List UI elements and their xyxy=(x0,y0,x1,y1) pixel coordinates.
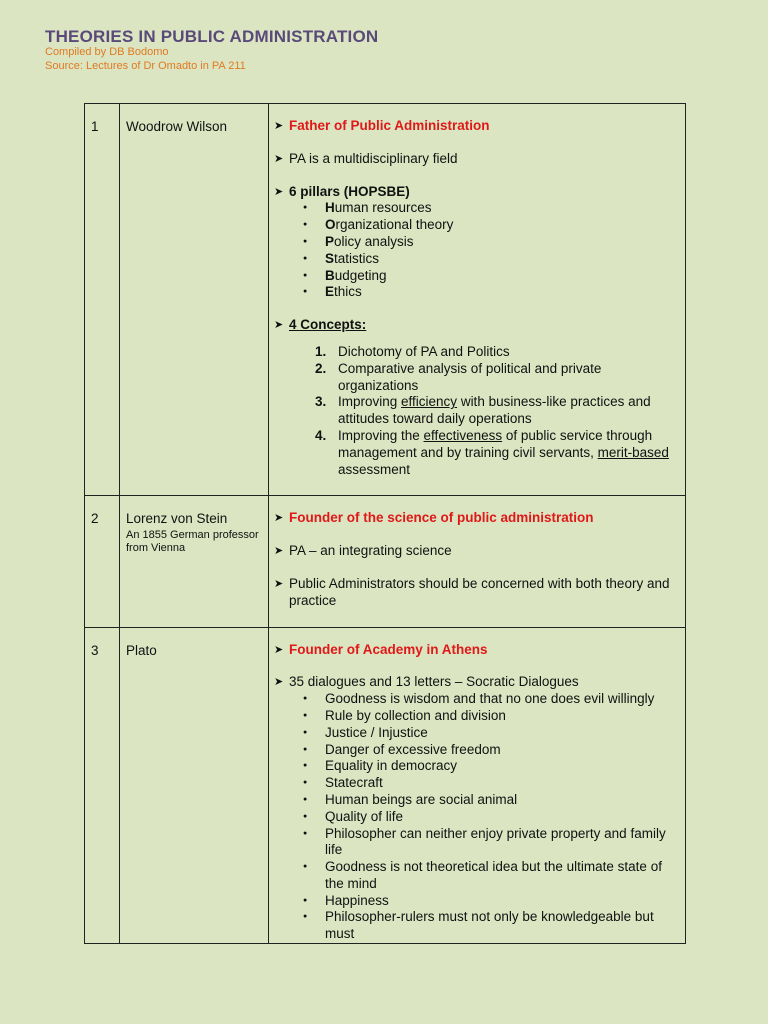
row-number: 2 xyxy=(85,496,120,627)
arrow-point xyxy=(274,118,677,135)
arrow-icon: ➤ xyxy=(274,152,284,165)
point-text: Public Administrators should be concerned with both theory and practice xyxy=(289,575,670,608)
arrow-point xyxy=(274,317,677,334)
list-item: ● Happiness xyxy=(325,893,677,910)
list-item: ● Justice / Injustice xyxy=(325,725,677,742)
theory-heading: Founder of the science of public administration xyxy=(289,510,594,526)
arrow-icon: ➤ xyxy=(274,643,284,656)
arrow-point xyxy=(274,642,677,659)
row-number: 3 xyxy=(85,627,120,944)
arrow-point xyxy=(274,674,677,691)
list-item: ● Statistics xyxy=(325,251,677,268)
arrow-icon: ➤ xyxy=(274,319,284,332)
list-item: ● Organizational theory xyxy=(325,217,677,234)
arrow-point xyxy=(274,543,677,560)
row-number: 1 xyxy=(85,104,120,496)
list-item: 3. Improving efficiency with business-like practices and attitudes toward daily operations xyxy=(315,394,651,427)
theorist-cell xyxy=(120,496,269,627)
theories-table xyxy=(84,103,686,944)
theorist-name: Plato xyxy=(120,627,269,944)
list-item: ● Philosopher can neither enjoy private property and family life xyxy=(325,826,677,860)
arrow-icon: ➤ xyxy=(274,512,284,525)
list-item: ● Statecraft xyxy=(325,775,677,792)
plato-ideas-list xyxy=(274,691,677,943)
theory-content xyxy=(269,496,686,627)
list-item: 2. Comparative analysis of political and private organizations xyxy=(315,360,602,393)
list-item: 1. Dichotomy of PA and Politics xyxy=(315,343,510,359)
arrow-point xyxy=(274,151,677,168)
pillars-title: 6 pillars (HOPSBE) xyxy=(289,183,410,199)
arrow-icon: ➤ xyxy=(274,120,284,132)
arrow-point xyxy=(274,510,677,527)
list-item: ● Human beings are social animal xyxy=(325,792,677,809)
list-item: ● Policy analysis xyxy=(325,234,677,251)
list-item: ● Goodness is wisdom and that no one does evil willingly xyxy=(325,691,677,708)
list-item: ● Goodness is not theoretical idea but the ultimate state of the mind xyxy=(325,859,677,893)
theory-content xyxy=(269,104,686,496)
list-item: ● Budgeting xyxy=(325,268,677,285)
list-item: ● Philosopher-rulers must not only be knowledgeable but must xyxy=(325,909,677,943)
theory-heading: Father of Public Administration xyxy=(289,118,490,133)
compiled-by: Compiled by DB Bodomo xyxy=(45,46,169,58)
list-item: ● Danger of excessive freedom xyxy=(325,742,677,759)
arrow-point xyxy=(274,184,677,201)
point-text: PA – an integrating science xyxy=(289,543,452,559)
table-row xyxy=(85,104,686,496)
theory-content xyxy=(269,627,686,944)
list-item: ● Human resources xyxy=(325,200,677,217)
theorist-name: Woodrow Wilson xyxy=(120,104,269,496)
theorist-note: An 1855 German professor from Vienna xyxy=(126,529,259,555)
arrow-icon: ➤ xyxy=(274,577,284,590)
arrow-point xyxy=(274,576,677,610)
table-row xyxy=(85,496,686,627)
concepts-title: 4 Concepts: xyxy=(289,317,367,333)
concepts-list xyxy=(274,344,677,478)
arrow-icon: ➤ xyxy=(274,185,284,198)
list-item: ● Ethics xyxy=(325,284,677,301)
point-text: 35 dialogues and 13 letters – Socratic Dialogues xyxy=(289,674,579,690)
table-row xyxy=(85,627,686,944)
theorist-name: Lorenz von Stein xyxy=(126,511,228,527)
list-item: ● Quality of life xyxy=(325,809,677,826)
list-item: ● Rule by collection and division xyxy=(325,708,677,725)
arrow-icon: ➤ xyxy=(274,676,284,689)
list-item: ● Equality in democracy xyxy=(325,758,677,775)
list-item: 4. Improving the effectiveness of public service through management and by training civil servants, merit-based assessment xyxy=(315,427,669,477)
source-line: Source: Lectures of Dr Omadto in PA 211 xyxy=(45,60,246,72)
pillars-list xyxy=(274,200,677,301)
point-text: PA is a multidisciplinary field xyxy=(289,150,458,166)
document-title: THEORIES IN PUBLIC ADMINISTRATION xyxy=(45,27,379,46)
theory-heading: Founder of Academy in Athens xyxy=(289,641,488,657)
arrow-icon: ➤ xyxy=(274,545,284,558)
